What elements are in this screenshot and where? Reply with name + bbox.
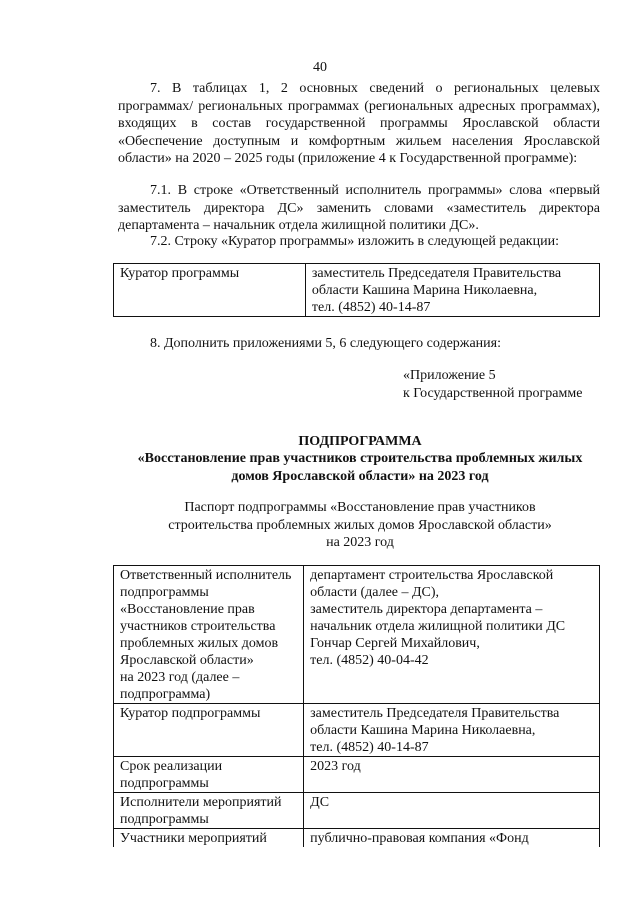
cell-line: Куратор подпрограммы: [120, 706, 261, 721]
cell-line: области (далее – ДС),: [310, 585, 440, 600]
cell-line: подпрограммы: [120, 776, 209, 791]
cell-line: участников строительства: [120, 619, 276, 634]
passport-value-cell: [304, 566, 600, 704]
curator-value-line: заместитель Председателя Правительства: [311, 266, 562, 281]
subprogram-title: ПОДПРОГРАММА: [298, 434, 422, 449]
cell-line: Ответственный исполнитель: [120, 568, 292, 583]
cell-line: публично-правовая компания «Фонд: [310, 831, 529, 846]
cell-line: тел. (4852) 40-04-42: [310, 653, 429, 668]
cell-line: подпрограммы: [120, 812, 209, 827]
page-number: 40: [313, 60, 327, 75]
cell-line: Исполнители мероприятий: [120, 795, 282, 810]
table-row: [114, 566, 600, 704]
passport-value-cell: [304, 757, 600, 793]
passport-table: [113, 565, 600, 847]
paragraph-8: 8. Дополнить приложениями 5, 6 следующего содержания:: [150, 336, 501, 351]
cell-line: заместитель Председателя Правительства: [310, 706, 560, 721]
passport-value-cell: [304, 793, 600, 829]
subprogram-subtitle-line: домов Ярославской области» на 2023 год: [231, 468, 489, 484]
table-row: [114, 829, 600, 848]
cell-line: подпрограмма): [120, 687, 211, 702]
passport-label-cell: [114, 704, 304, 757]
cell-line: ДС: [310, 795, 330, 810]
curator-value: [305, 264, 599, 317]
annex-line: к Государственной программе: [403, 385, 583, 401]
cell-line: Срок реализации: [120, 759, 223, 774]
cell-line: области Кашина Марина Николаевна,: [310, 723, 536, 738]
passport-value-cell: [304, 829, 600, 848]
cell-line: проблемных жилых домов: [120, 636, 279, 651]
passport-label-cell: [114, 793, 304, 829]
table-row: [114, 793, 600, 829]
cell-line: департамент строительства Ярославской: [310, 568, 554, 583]
subprogram-subtitle: [110, 450, 610, 485]
passport-label-cell: [114, 566, 304, 704]
cell-line: на 2023 год (далее –: [120, 670, 240, 685]
curator-label: Куратор программы: [114, 264, 306, 317]
cell-line: Ярославской области»: [120, 653, 254, 668]
annex-line: «Приложение 5: [403, 368, 496, 383]
curator-value-line: области Кашина Марина Николаевна,: [311, 283, 538, 298]
cell-line: подпрограммы: [120, 585, 209, 600]
curator-value-line: тел. (4852) 40-14-87: [311, 300, 431, 315]
passport-title-line: на 2023 год: [326, 535, 394, 550]
annex-reference: [403, 367, 582, 402]
passport-label-cell: [114, 757, 304, 793]
curator-table: [113, 263, 600, 317]
paragraph-7-1: 7.1. В строке «Ответственный исполнитель программы» слова «первый заместитель директора ДС» заменить словами «заместитель директора департамента – начальник отдела жилищной политики ДС».: [118, 183, 600, 233]
cell-line: 2023 год: [310, 759, 361, 774]
subprogram-subtitle-line: «Восстановление прав участников строительства проблемных жилых: [137, 451, 583, 466]
cell-line: «Восстановление прав: [120, 602, 255, 617]
cell-line: начальник отдела жилищной политики ДС: [310, 619, 566, 634]
passport-title: [110, 499, 610, 552]
paragraph-7-2: 7.2. Строку «Куратор программы» изложить в следующей редакции:: [150, 234, 559, 249]
passport-value-cell: [304, 704, 600, 757]
passport-title-line: Паспорт подпрограммы «Восстановление прав участников: [184, 500, 536, 515]
cell-line: Участники мероприятий: [120, 831, 267, 846]
table-row: [114, 757, 600, 793]
cell-line: Гончар Сергей Михайлович,: [310, 636, 480, 651]
table-row: [114, 704, 600, 757]
paragraph-7: 7. В таблицах 1, 2 основных сведений о региональных целевых программах/ региональных программах (региональных адресных программах), входящих в состав государственной программы Ярославской области «Обеспечение доступным и комфортным жильем населения Ярославской области» на 2020 – 2025 годы (приложение 4 к Государственной программе):: [118, 81, 600, 166]
table-row: [114, 264, 600, 317]
cell-line: заместитель директора департамента –: [310, 602, 543, 617]
cell-line: тел. (4852) 40-14-87: [310, 740, 429, 755]
passport-label-cell: [114, 829, 304, 848]
passport-title-line: строительства проблемных жилых домов Ярославской области»: [168, 517, 552, 533]
